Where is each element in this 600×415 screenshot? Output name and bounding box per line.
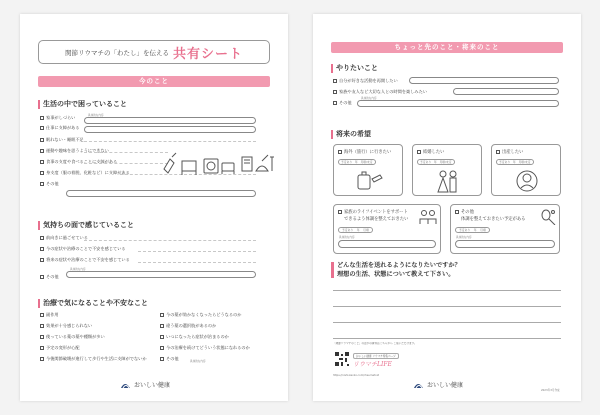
divider xyxy=(84,141,256,142)
section-title-daily-trouble: 生活の中で困っていること xyxy=(38,100,127,109)
checkbox-item[interactable]: 仕事に支障がある xyxy=(40,125,130,131)
fill-hint: 具体的な内容 xyxy=(70,268,86,271)
checkbox-box[interactable] xyxy=(40,247,44,251)
checkbox-box[interactable] xyxy=(40,324,44,328)
question-accent xyxy=(331,262,334,278)
checkbox-item[interactable]: 今の治療を続けてどういう状態になれるのか xyxy=(160,345,250,351)
detail-field-other[interactable] xyxy=(66,190,256,197)
vacuum-icon xyxy=(164,153,176,173)
section-title-wants: やりたいこと xyxy=(331,64,378,73)
checkbox-box[interactable] xyxy=(40,160,44,164)
checkbox-item[interactable]: 食事の支度や食べることに支障がある xyxy=(40,159,130,165)
fill-hint: 具体的な内容 xyxy=(190,360,206,363)
section-band-now: 今のこと xyxy=(38,76,270,87)
checkbox-box[interactable] xyxy=(40,346,44,350)
checkbox-item[interactable]: その他 xyxy=(160,356,250,362)
detail-field-other-plan[interactable] xyxy=(455,240,555,248)
cabinet-icon xyxy=(204,159,218,173)
sports-icon xyxy=(539,209,557,225)
divider xyxy=(138,251,256,252)
checkbox-item[interactable]: 今の薬が効かなくなったらどうなるのか xyxy=(160,312,250,318)
checkbox-box[interactable] xyxy=(160,335,164,339)
checkbox-item[interactable]: その他 xyxy=(40,181,130,187)
pan-icon xyxy=(256,155,268,171)
version-date: 2023年3月作成 xyxy=(541,389,560,392)
sheet-page-future xyxy=(313,14,581,401)
checkbox-box[interactable] xyxy=(160,346,164,350)
checkbox-item[interactable]: 使っている薬の薬や種類が多い xyxy=(40,334,147,340)
desk-icon xyxy=(182,161,196,171)
brand-mark-icon xyxy=(120,380,131,389)
sheet-title-box xyxy=(38,40,270,64)
sheet-title-main: 共有シート xyxy=(172,46,243,62)
checkbox-box[interactable] xyxy=(417,150,421,154)
answer-line[interactable] xyxy=(333,290,561,291)
checkbox-box[interactable] xyxy=(40,126,44,130)
luggage-icon xyxy=(354,169,384,193)
baby-icon xyxy=(514,168,540,194)
hope-card-marriage[interactable]: 結婚したい 予定あり 年 月頃/未定 xyxy=(412,144,482,196)
section-title-hopes: 将来の希望 xyxy=(331,130,371,139)
brush-icon xyxy=(270,157,274,171)
checkbox-item[interactable]: 副作用 xyxy=(40,312,147,318)
brand-logo xyxy=(120,380,170,389)
detail-field-hobby[interactable] xyxy=(409,77,559,84)
checkbox-box[interactable] xyxy=(40,275,44,279)
brand-logo-text: おいしい健康 xyxy=(134,382,171,389)
sheet-page-now xyxy=(20,14,288,401)
detail-field-wants-other[interactable] xyxy=(357,100,559,107)
section-title-treatment-concerns: 治療で気になることや不安なこと xyxy=(38,299,148,308)
checkbox-item[interactable]: 身支度（服の着脱、化粧など）に支障がある xyxy=(40,170,130,176)
checkbox-box[interactable] xyxy=(338,210,342,214)
detail-field-feelings-other[interactable] xyxy=(66,271,256,278)
checkbox-box[interactable] xyxy=(40,236,44,240)
checkbox-item[interactable]: 今後関節破壊が進行して歩行や生活に支障がでないか xyxy=(40,356,147,362)
fill-hint: 具体的な内容 xyxy=(361,97,377,100)
checkbox-box[interactable] xyxy=(160,313,164,317)
checkbox-item[interactable]: 運動や趣味を思うようにできない xyxy=(40,148,130,154)
footer-note: 「関節リウマチのこと」のほかの資料はこちらから ご覧いただけます。 xyxy=(333,342,417,345)
notebook-icon xyxy=(242,157,252,171)
couple-icon xyxy=(433,168,463,194)
section-title-feelings: 気持ちの面で感じていること xyxy=(38,221,134,230)
question-ideal-life: どんな生活を送れるようになりたいですか？ 理想の生活、状態について教えて下さい。 xyxy=(337,262,461,278)
hope-card-other[interactable]: その他 体調を整えておきたい予定がある 予定あり 年 月頃 具体的な内容 xyxy=(450,204,560,254)
checkbox-item[interactable]: 家族や友人など大切な人との時間を楽しみたい xyxy=(333,89,427,95)
checkbox-item[interactable]: その他 xyxy=(333,100,427,106)
checkbox-box[interactable] xyxy=(40,335,44,339)
checkbox-box[interactable] xyxy=(40,149,44,153)
hope-card-travel[interactable]: 海外（旅行）に行きたい 予定あり 年 月頃/未定 xyxy=(333,144,403,196)
divider xyxy=(84,163,168,164)
checkbox-box[interactable] xyxy=(333,79,337,83)
checkbox-item[interactable]: 効果が十分感じられない xyxy=(40,323,147,329)
divider xyxy=(138,262,256,263)
bed-icon xyxy=(222,163,234,171)
daily-life-illustration xyxy=(160,149,278,181)
brand-mark-icon xyxy=(413,380,424,389)
concerns-checklist-left xyxy=(40,312,147,362)
checkbox-box[interactable] xyxy=(496,150,500,154)
detail-field-family-event[interactable] xyxy=(338,240,436,248)
checkbox-box[interactable] xyxy=(40,138,44,142)
divider xyxy=(84,152,168,153)
qr-caption: おいしい健康 リウマチ特集ページ xyxy=(353,353,399,359)
divider xyxy=(84,240,256,241)
checkbox-item[interactable]: 違う薬の選択肢があるのか xyxy=(160,323,250,329)
checkbox-item[interactable]: その他 xyxy=(40,274,130,280)
detail-field-housework[interactable] xyxy=(84,117,256,124)
checkbox-box[interactable] xyxy=(333,101,337,105)
fill-hint: 具体的な内容 xyxy=(88,114,104,117)
section-band-future: ちょっと先のこと・将来のこと xyxy=(331,42,563,53)
checkbox-box[interactable] xyxy=(160,357,164,361)
checkbox-item[interactable]: 前向きに過ごせている xyxy=(40,235,130,241)
checkbox-box[interactable] xyxy=(455,210,459,214)
brand-logo xyxy=(413,380,463,389)
checkbox-box[interactable] xyxy=(338,150,342,154)
checkbox-box[interactable] xyxy=(40,116,44,120)
checkbox-box[interactable] xyxy=(40,171,44,175)
checkbox-box[interactable] xyxy=(333,90,337,94)
checkbox-box[interactable] xyxy=(40,313,44,317)
site-url[interactable]: https://oishi-kenko.com/rheumatoid xyxy=(333,374,380,377)
answer-line[interactable] xyxy=(333,306,561,307)
checkbox-item[interactable]: 将来の症状や治療のことで不安を感じている xyxy=(40,257,130,263)
checkbox-box[interactable] xyxy=(40,182,44,186)
hope-card-family-event[interactable]: 家族のライフイベントをサポート できるよう体調を整えておきたい 予定あり 年 月頃 具体的な内容 xyxy=(333,204,441,254)
checkbox-item[interactable]: 今の症状や治療のことで不安を感じている xyxy=(40,246,130,252)
checkbox-item[interactable]: 予定の変形が心配 xyxy=(40,345,147,351)
answer-line[interactable] xyxy=(333,338,561,339)
brand-script: リウマチLIFE xyxy=(353,361,392,368)
checkbox-box[interactable] xyxy=(40,357,44,361)
hope-card-childbirth[interactable]: 出産したい 予定あり 年 月頃/未定 xyxy=(491,144,561,196)
checkbox-box[interactable] xyxy=(40,258,44,262)
answer-line[interactable] xyxy=(333,322,561,323)
detail-field-family-time[interactable] xyxy=(453,88,559,95)
concerns-checklist-right xyxy=(160,312,250,362)
detail-field-work[interactable] xyxy=(84,126,256,133)
qr-code-icon[interactable] xyxy=(335,352,349,366)
checkbox-item[interactable]: 家事がしづらい xyxy=(40,115,130,121)
checkbox-box[interactable] xyxy=(160,324,164,328)
checkbox-item[interactable]: 眠れない・睡眠不足 xyxy=(40,137,130,143)
brand-logo-text: おいしい健康 xyxy=(427,382,464,389)
sheet-title-prefix: 関節リウマチの「わたし」を伝える xyxy=(64,48,169,57)
family-icon xyxy=(418,209,438,225)
checkbox-item[interactable]: 自分が好きな活動を再開したい xyxy=(333,78,427,84)
checkbox-item[interactable]: いつになったら症状が治まるのか xyxy=(160,334,250,340)
